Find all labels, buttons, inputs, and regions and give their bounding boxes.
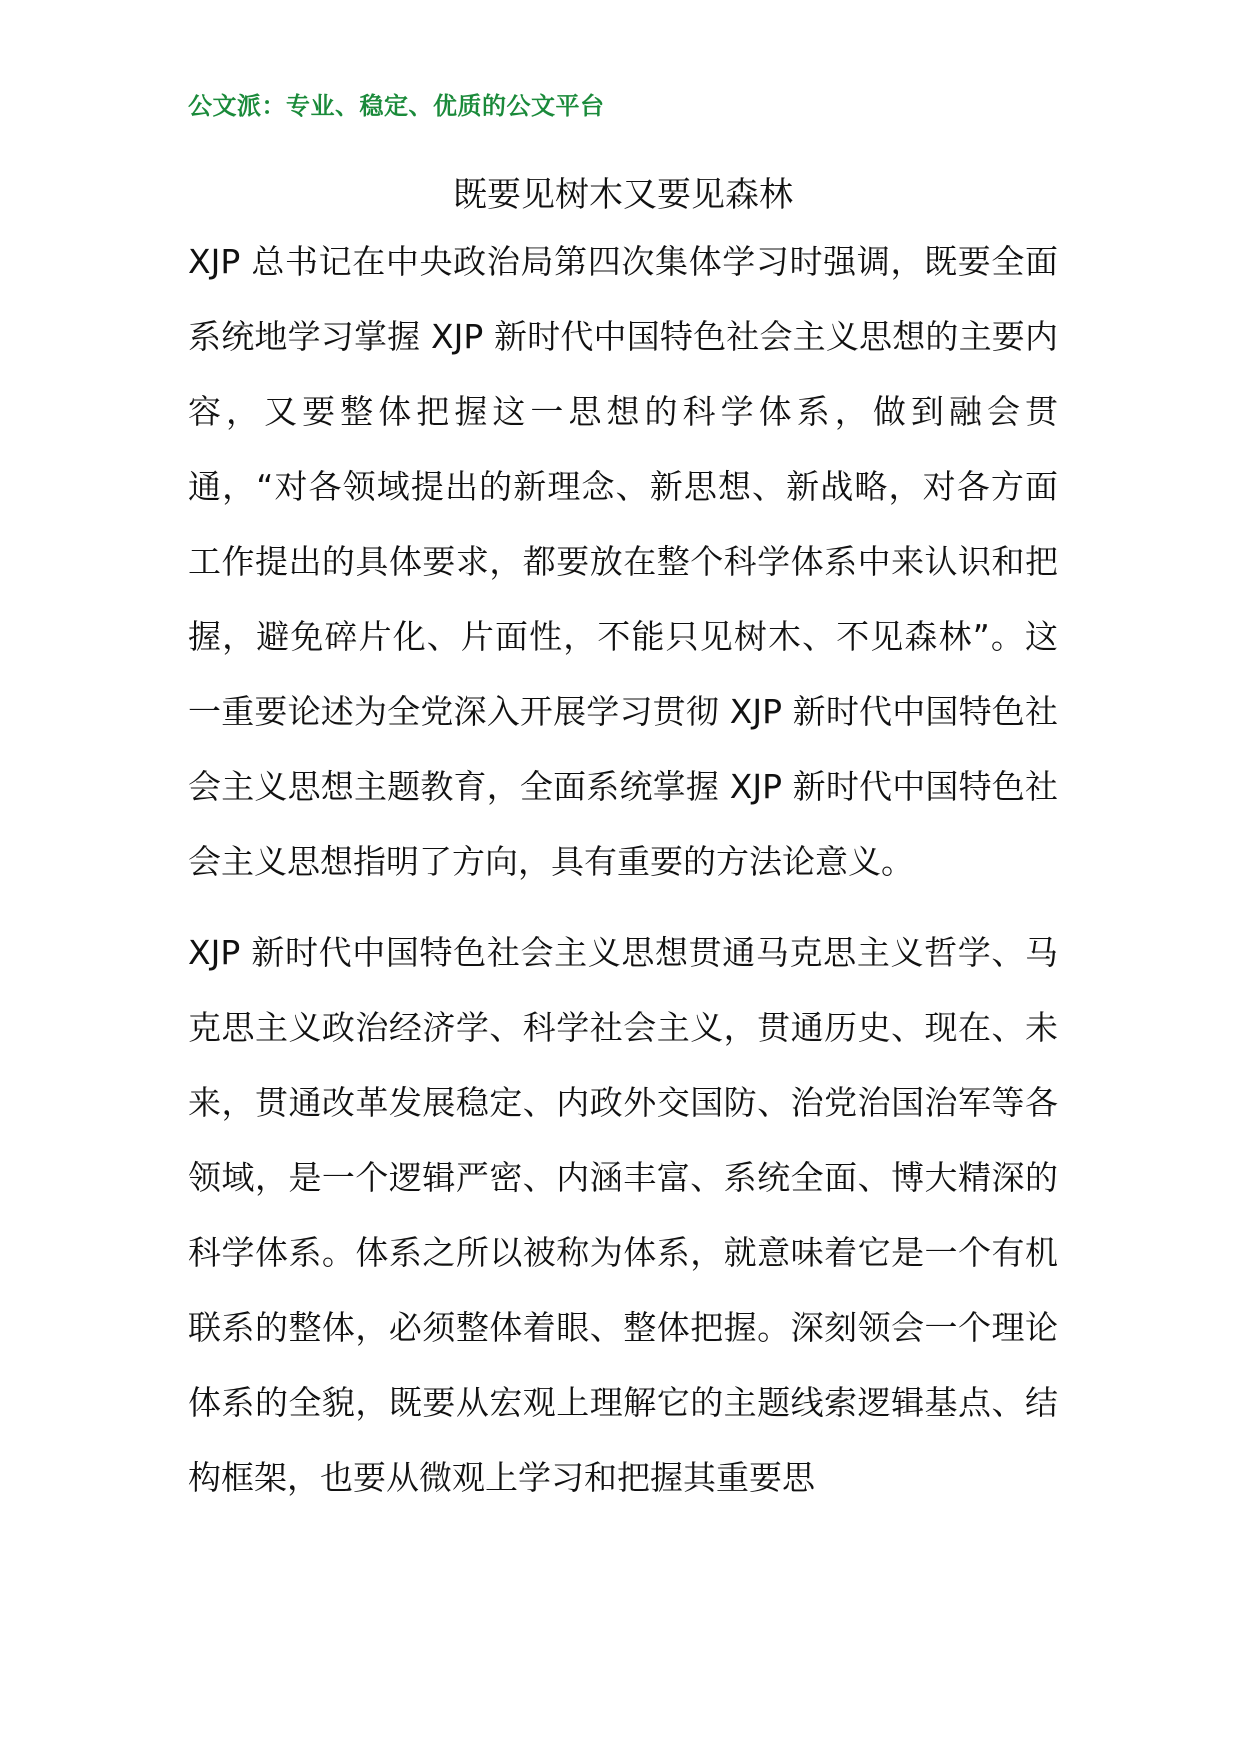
document-body — [188, 224, 1058, 1515]
paragraph-1: XJP 总书记在中央政治局第四次集体学习时强调，既要全面系统地学习掌握 XJP 新时代中国特色社会主义思想的主要内容，又要整体把握这一思想的科学体系，做到融会贯通，“对各领域提出的新理念、新思想、新战略，对各方面工作提出的具体要求，都要放在整个科学体系中来认识和把握，避免碎片化、片面性，不能只见树木、不见森林”。这一重要论述为全党深入开展学习贯彻 XJP 新时代中国特色社会主义思想主题教育，全面系统掌握 XJP 新时代中国特色社会主义思想指明了方向，具有重要的方法论意义。 — [188, 242, 1058, 881]
source-header: 公文派：专业、稳定、优质的公文平台 — [188, 92, 605, 120]
document-title: 既要见树木又要见森林 — [453, 175, 793, 215]
paragraph-2: XJP 新时代中国特色社会主义思想贯通马克思主义哲学、马克思主义政治经济学、科学社会主义，贯通历史、现在、未来，贯通改革发展稳定、内政外交国防、治党治国治军等各领域，是一个逻辑严密、内涵丰富、系统全面、博大精深的科学体系。体系之所以被称为体系，就意味着它是一个有机联系的整体，必须整体着眼、整体把握。深刻领会一个理论体系的全貌，既要从宏观上理解它的主题线索逻辑基点、结构框架，也要从微观上学习和把握其重要思 — [188, 933, 1058, 1497]
